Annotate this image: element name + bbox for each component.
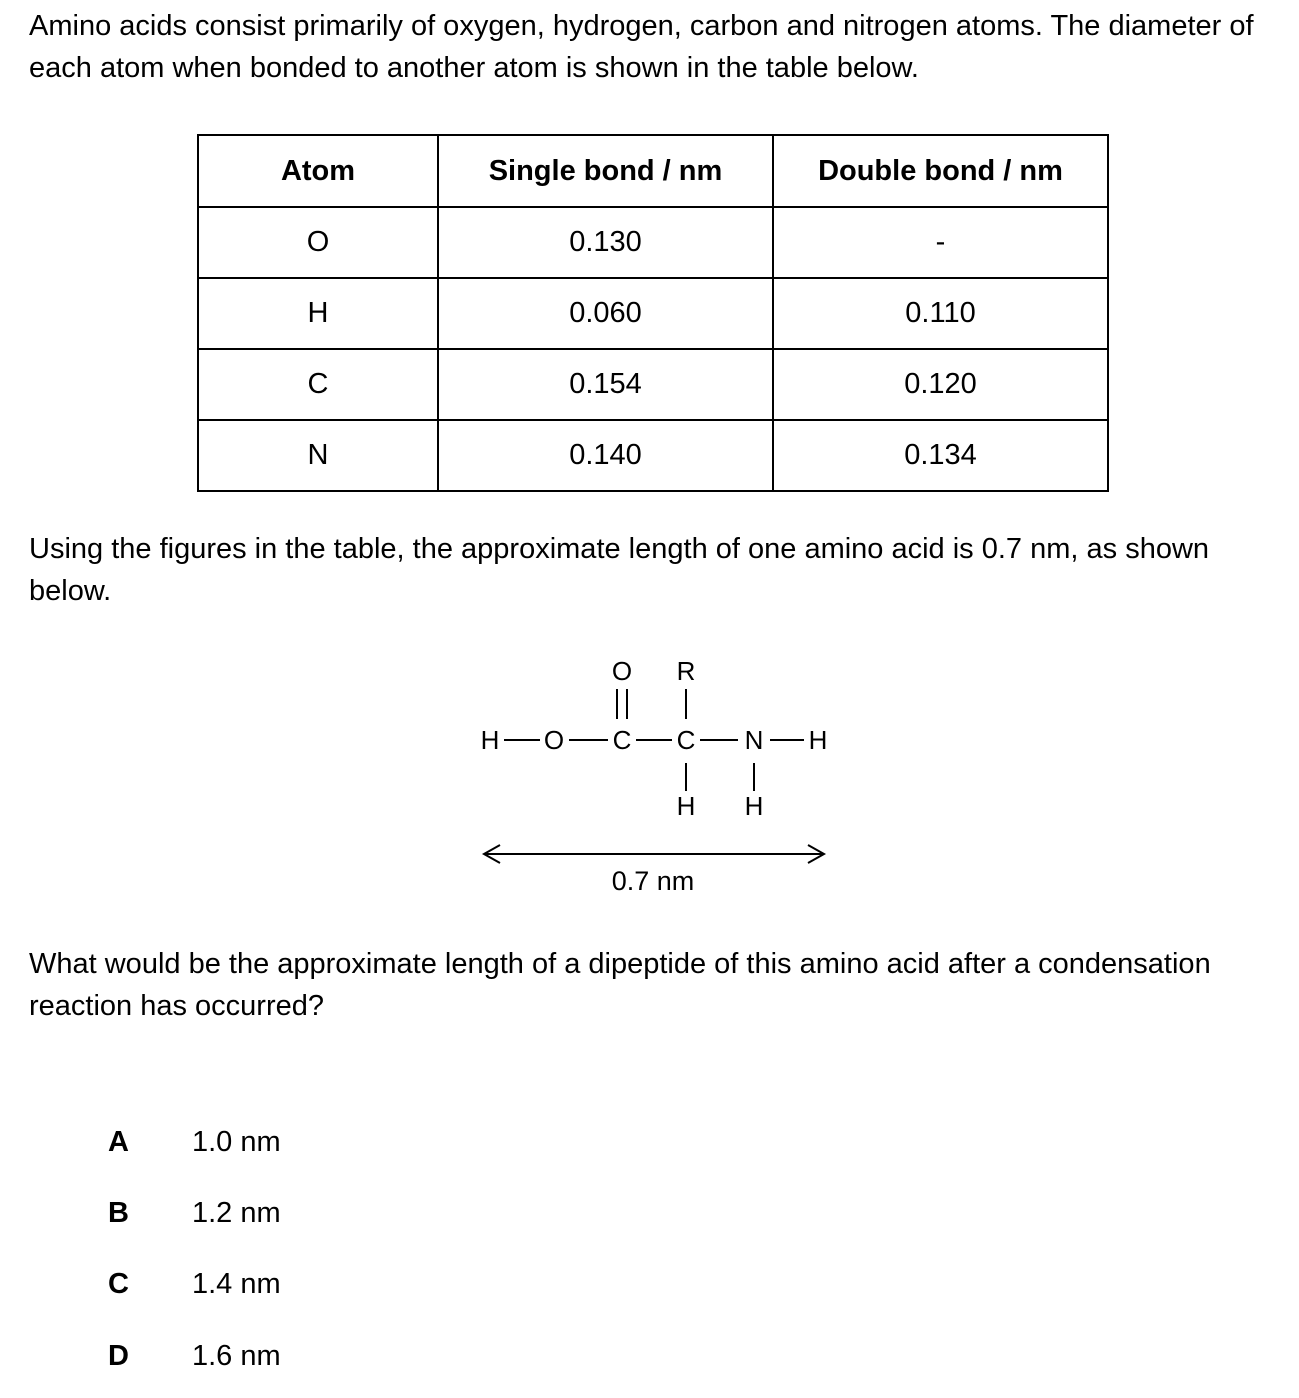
option-text: 1.2 nm bbox=[192, 1197, 281, 1229]
cell-atom: C bbox=[198, 349, 438, 420]
option-text: 1.0 nm bbox=[192, 1126, 281, 1158]
option-text: 1.4 nm bbox=[192, 1268, 281, 1300]
table-header-row bbox=[198, 135, 1108, 207]
atom-c-carbonyl: C bbox=[612, 725, 632, 755]
amino-acid-structure bbox=[460, 645, 840, 905]
option-letter: B bbox=[108, 1197, 129, 1229]
table-row bbox=[198, 420, 1108, 491]
option-c bbox=[108, 1264, 281, 1304]
cell-double: 0.110 bbox=[773, 278, 1108, 349]
option-letter: C bbox=[108, 1268, 129, 1300]
intro-paragraph: Amino acids consist primarily of oxygen, hydrogen, carbon and nitrogen atoms. The diameter of each atom when bonded to another atom is shown in the table below. bbox=[29, 10, 1254, 84]
atom-h-n-below: H bbox=[744, 791, 764, 821]
cell-double: 0.134 bbox=[773, 420, 1108, 491]
length-label: 0.7 nm bbox=[611, 866, 695, 896]
middle-paragraph: Using the figures in the table, the approximate length of one amino acid is 0.7 nm, as shown below. bbox=[29, 533, 1210, 607]
option-a bbox=[108, 1122, 281, 1162]
header-double-bond: Double bond / nm bbox=[773, 135, 1108, 207]
cell-atom: H bbox=[198, 278, 438, 349]
atom-h-right: H bbox=[808, 725, 828, 755]
option-letter: A bbox=[108, 1126, 129, 1158]
cell-single: 0.060 bbox=[438, 278, 773, 349]
cell-double: 0.120 bbox=[773, 349, 1108, 420]
atom-h-alpha: H bbox=[676, 791, 696, 821]
cell-single: 0.154 bbox=[438, 349, 773, 420]
header-single-bond: Single bond / nm bbox=[438, 135, 773, 207]
question-paragraph: What would be the approximate length of a dipeptide of this amino acid after a condensation reaction has occurred? bbox=[29, 948, 1211, 1022]
table-row bbox=[198, 207, 1108, 278]
cell-single: 0.130 bbox=[438, 207, 773, 278]
option-text: 1.6 nm bbox=[192, 1340, 281, 1372]
atom-h-left: H bbox=[480, 725, 500, 755]
atom-n: N bbox=[744, 725, 764, 755]
bond-table bbox=[197, 134, 1109, 492]
option-d bbox=[108, 1336, 281, 1376]
option-letter: D bbox=[108, 1340, 129, 1372]
cell-atom: N bbox=[198, 420, 438, 491]
cell-single: 0.140 bbox=[438, 420, 773, 491]
atom-o-single: O bbox=[543, 725, 565, 755]
cell-double: - bbox=[773, 207, 1108, 278]
cell-atom: O bbox=[198, 207, 438, 278]
option-b bbox=[108, 1193, 281, 1233]
atom-r-group: R bbox=[676, 656, 696, 686]
header-atom: Atom bbox=[198, 135, 438, 207]
atom-c-alpha: C bbox=[676, 725, 696, 755]
table-row bbox=[198, 349, 1108, 420]
atom-o-double: O bbox=[611, 656, 633, 686]
table-row bbox=[198, 278, 1108, 349]
